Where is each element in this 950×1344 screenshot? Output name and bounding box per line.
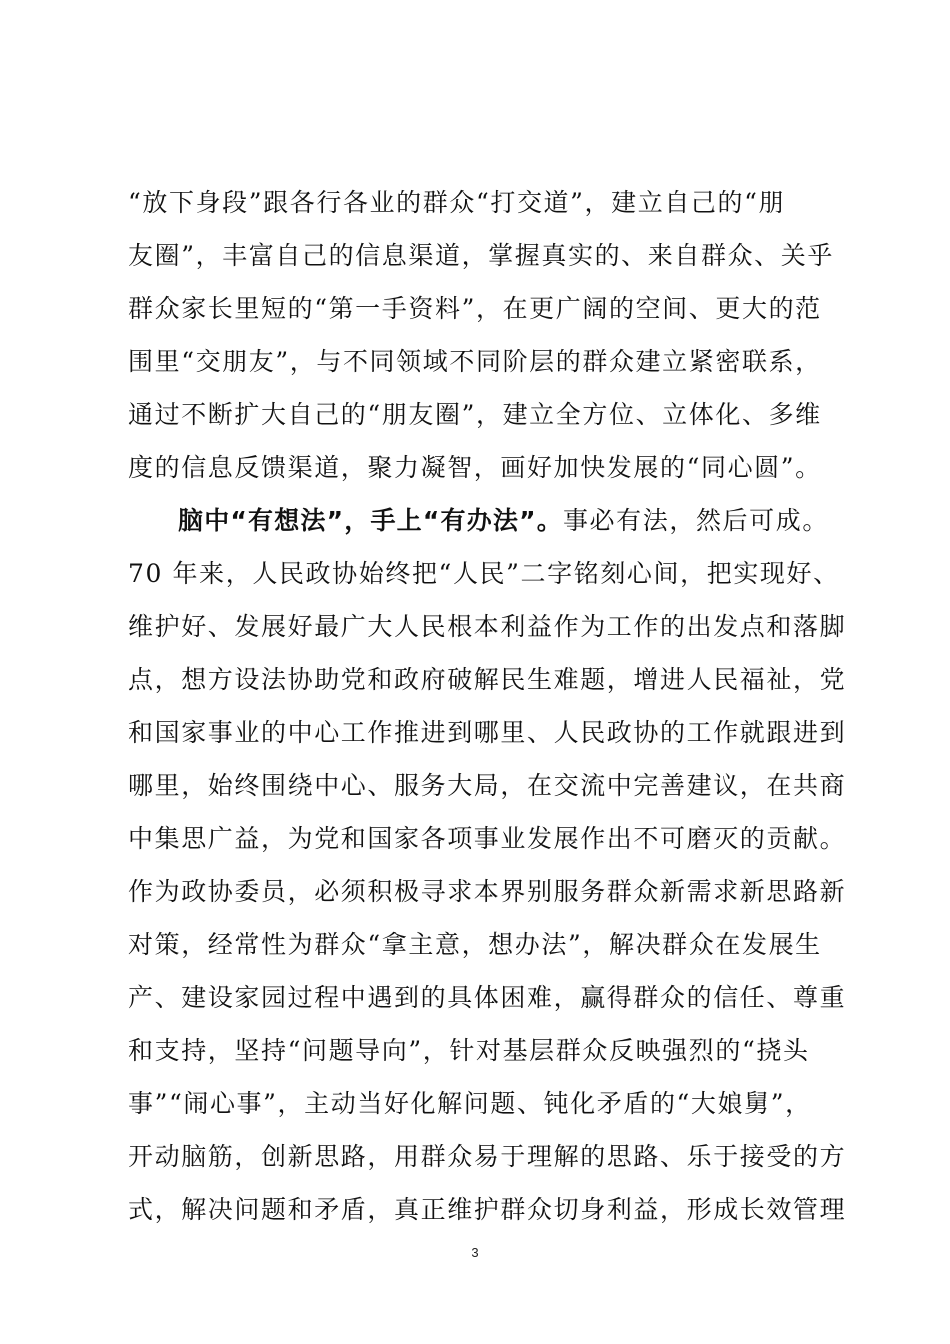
paragraph-2-line: 点，想方设法协助党和政府破解民生难题，增进人民福祉，党 (128, 665, 847, 694)
paragraph-2-first-line (178, 505, 858, 537)
page-number: 3 (471, 1245, 479, 1260)
paragraph-2-line: 对策，经常性为群众“拿主意，想办法”，解决群众在发展生 (128, 930, 822, 959)
paragraph-2-first-line-rest: 事必有法，然后可成。 (562, 506, 829, 535)
paragraph-1-line: 群众家长里短的“第一手资料”，在更广阔的空间、更大的范 (128, 294, 822, 323)
paragraph-2-line: 事”“闹心事”，主动当好化解问题、钝化矛盾的“大娘舅”， (128, 1089, 812, 1118)
paragraph-1-line: 围里“交朋友”，与不同领域不同阶层的群众建立紧密联系， (128, 347, 822, 376)
paragraph-2-line: 哪里，始终围绕中心、服务大局，在交流中完善建议，在共商 (128, 771, 847, 800)
paragraph-2-line: 70 年来，人民政协始终把“人民”二字铭刻心间，把实现好、 (128, 559, 840, 588)
paragraph-2-line: 和国家事业的中心工作推进到哪里、人民政协的工作就跟进到 (128, 718, 847, 747)
paragraph-1-line: 友圈”，丰富自己的信息渠道，掌握真实的、来自群众、关乎 (128, 241, 834, 270)
paragraph-2-line: 中集思广益，为党和国家各项事业发展作出不可磨灭的贡献。 (128, 824, 847, 853)
section-heading: 脑中“有想法”，手上“有办法”。 (178, 506, 563, 535)
paragraph-2-line: 开动脑筋，创新思路，用群众易于理解的思路、乐于接受的方 (128, 1142, 847, 1171)
paragraph-2-line: 产、建设家园过程中遇到的具体困难，赢得群众的信任、尊重 (128, 983, 847, 1012)
paragraph-1-line: “放下身段”跟各行各业的群众“打交道”，建立自己的“朋 (128, 188, 786, 217)
paragraph-1-line: 度的信息反馈渠道，聚力凝智，画好加快发展的“同心圆”。 (128, 453, 822, 482)
paragraph-2-line: 维护好、发展好最广大人民根本利益作为工作的出发点和落脚 (128, 612, 847, 641)
paragraph-2-line: 作为政协委员，必须积极寻求本界别服务群众新需求新思路新 (128, 877, 847, 906)
paragraph-2-line: 式，解决问题和矛盾，真正维护群众切身利益，形成长效管理 (128, 1195, 847, 1224)
paragraph-1-line: 通过不断扩大自己的“朋友圈”，建立全方位、立体化、多维 (128, 400, 822, 429)
paragraph-2-line: 和支持，坚持“问题导向”，针对基层群众反映强烈的“挠头 (128, 1036, 810, 1065)
